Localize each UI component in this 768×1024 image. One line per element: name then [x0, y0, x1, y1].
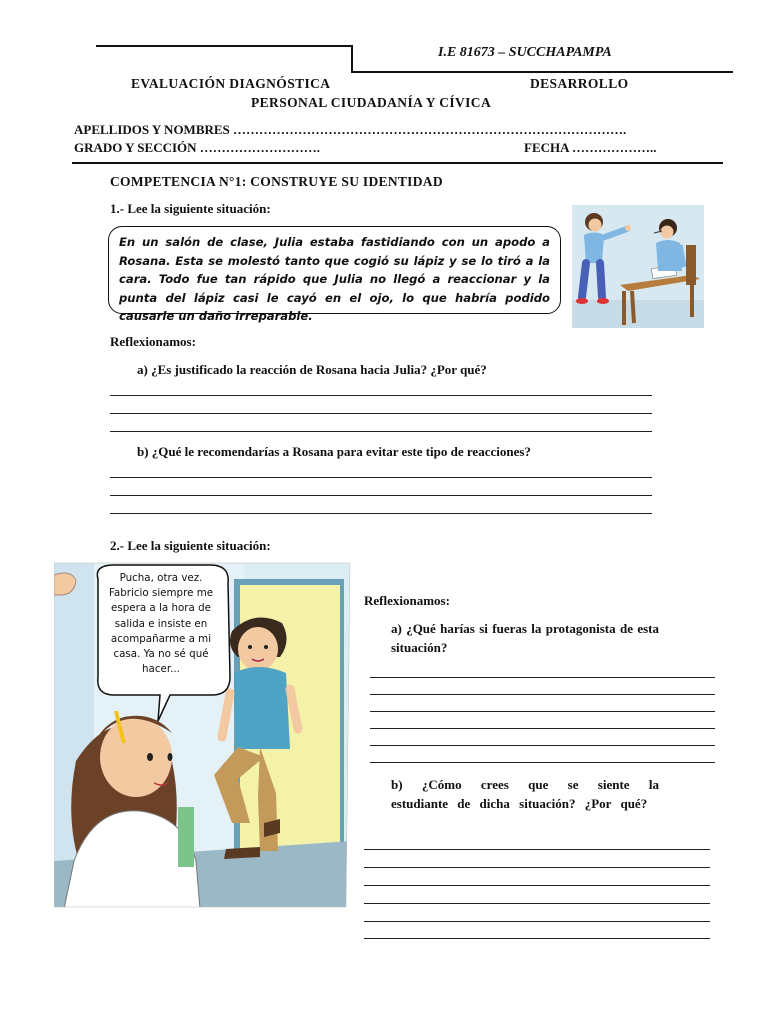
question-1a: a) ¿Es justificado la reacción de Rosana hacia Julia? ¿Por qué?: [137, 362, 487, 377]
speech-bubble-text: Pucha, otra vez. Fabricio siempre me espera a la hora de salida e insiste en acompañarme a mi casa. Ya no sé qué hacer...: [108, 572, 214, 676]
answer-line[interactable]: [364, 938, 710, 939]
answer-line[interactable]: [370, 762, 715, 763]
competency-title: COMPETENCIA N°1: CONSTRUYE SU IDENTIDAD: [110, 174, 443, 189]
question-1b: b) ¿Qué le recomendarías a Rosana para evitar este tipo de reacciones?: [137, 444, 531, 459]
answer-line[interactable]: [110, 495, 652, 496]
exam-title: EVALUACIÓN DIAGNÓSTICA: [131, 76, 331, 91]
reflect-label-2: Reflexionamos:: [364, 593, 450, 608]
section2-heading: 2.- Lee la siguiente situación:: [110, 538, 271, 553]
situation-text-1: En un salón de clase, Julia estaba fastidiando con un apodo a Rosana. Esta se molestó tanto que cogió su lápiz y se lo tiró a la cara. Todo fue tan rápido que Julia no llegó a reaccionar y la punta del lápiz casi le cayó en el ojo, lo que habría podido causarle un daño irreparable.: [119, 235, 550, 324]
answer-line[interactable]: [364, 903, 710, 904]
school-name: I.E 81673 – SUCCHAPAMPA: [438, 45, 612, 60]
section1-heading: 1.- Lee la siguiente situación:: [110, 201, 271, 216]
answer-line[interactable]: [364, 921, 710, 922]
answer-line[interactable]: [110, 431, 652, 432]
answer-line[interactable]: [370, 694, 715, 695]
answer-line[interactable]: [364, 867, 710, 868]
exam-subtitle: PERSONAL CIUDADANÍA Y CÍVICA: [251, 95, 492, 110]
answer-line[interactable]: [370, 711, 715, 712]
header-divider: [72, 162, 723, 164]
situation-box-1: [108, 226, 561, 324]
reflect-label-1: Reflexionamos:: [110, 334, 196, 349]
answer-line[interactable]: [370, 728, 715, 729]
answer-line[interactable]: [364, 849, 710, 850]
header-rule-step: [351, 45, 353, 72]
answer-line[interactable]: [110, 513, 652, 514]
date-field[interactable]: FECHA ………………..: [524, 140, 657, 155]
exam-title-right: DESARROLLO: [530, 76, 629, 91]
header-rule-right: [351, 71, 733, 73]
question-2b: b) ¿Cómo crees que se siente la estudiante de dicha situación? ¿Por qué?: [391, 777, 659, 811]
classroom-illustration: [572, 205, 704, 328]
answer-line[interactable]: [370, 677, 715, 678]
answer-line[interactable]: [110, 477, 652, 478]
names-field[interactable]: APELLIDOS Y NOMBRES ……………………………………………………………………………….: [74, 122, 627, 137]
answer-line[interactable]: [110, 395, 652, 396]
answer-line[interactable]: [364, 885, 710, 886]
answer-line[interactable]: [370, 745, 715, 746]
grade-field[interactable]: GRADO Y SECCIÓN ……………………….: [74, 140, 321, 155]
answer-line[interactable]: [110, 413, 652, 414]
header-rule-left: [96, 45, 352, 47]
question-2a: a) ¿Qué harías si fueras la protagonista de esta situación?: [391, 621, 659, 655]
